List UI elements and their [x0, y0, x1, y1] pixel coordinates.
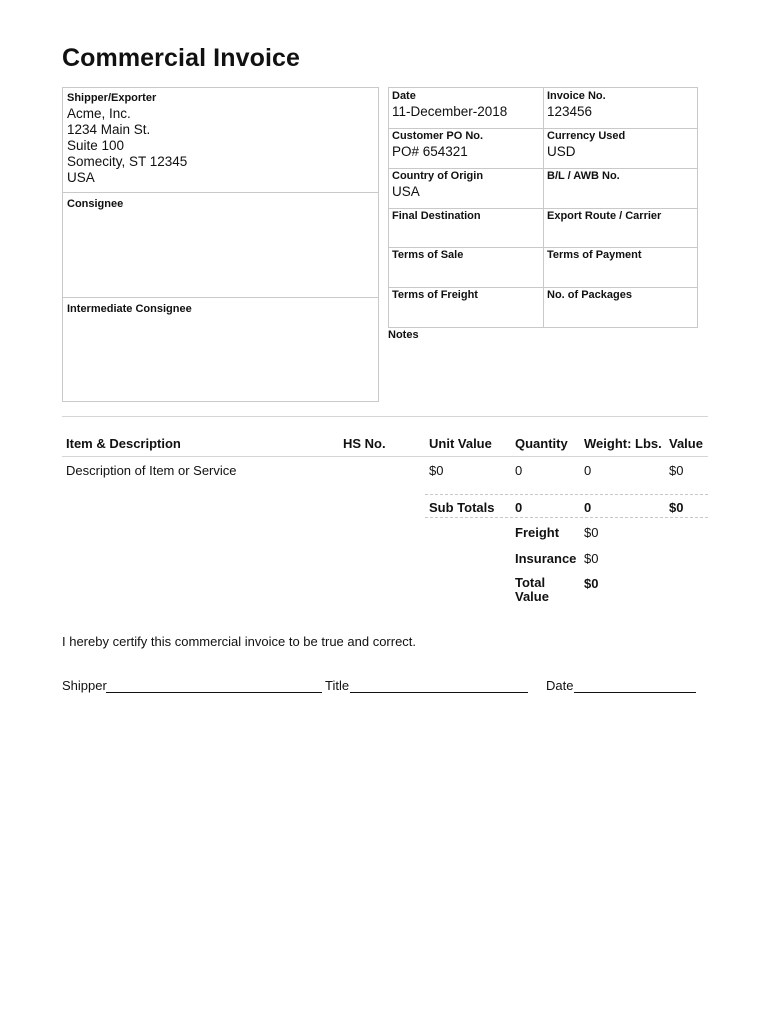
row-quantity: 0	[515, 463, 523, 478]
bl-cell	[544, 168, 698, 184]
consignee-box	[62, 192, 379, 298]
subtotal-divider-top	[425, 494, 708, 495]
header-quantity: Quantity	[515, 436, 568, 451]
header-hs-no: HS No.	[343, 436, 386, 451]
packages-label: No. of Packages	[547, 289, 632, 301]
origin-label: Country of Origin	[392, 170, 484, 182]
signature-shipper-label: Shipper	[62, 678, 107, 693]
header-item-description: Item & Description	[66, 436, 181, 451]
origin-cell	[389, 168, 543, 202]
date-label: Date	[392, 90, 416, 102]
insurance-value: $0	[584, 551, 599, 566]
route-label: Export Route / Carrier	[547, 210, 662, 222]
freight-value: $0	[584, 525, 599, 540]
signature-date-line[interactable]	[574, 692, 696, 693]
total-label-line-1: Total	[515, 575, 546, 590]
freight-label: Freight	[515, 525, 560, 540]
destination-label: Final Destination	[392, 210, 481, 222]
packages-cell	[544, 287, 698, 303]
sale-label: Terms of Sale	[392, 249, 464, 261]
subtotals-label: Sub Totals	[429, 500, 495, 515]
shipper-line: Acme, Inc.	[67, 106, 131, 121]
origin-value: USA	[392, 184, 420, 199]
signature-shipper-line[interactable]	[106, 692, 322, 693]
row-weight: 0	[584, 463, 592, 478]
certification-text: I hereby certify this commercial invoice to be true and correct.	[62, 634, 417, 649]
currency-label: Currency Used	[547, 130, 626, 142]
route-cell	[544, 208, 698, 224]
shipper-label: Shipper/Exporter	[67, 92, 157, 104]
total-value: $0	[584, 576, 599, 591]
page-title: Commercial Invoice	[62, 44, 301, 72]
row-unit-value: $0	[429, 463, 444, 478]
shipper-line: Somecity, ST 12345	[67, 154, 188, 169]
info-grid	[388, 87, 698, 328]
consignee-label: Consignee	[67, 198, 124, 210]
shipper-box	[62, 87, 379, 193]
insurance-label: Insurance	[515, 551, 577, 566]
signature-title-line[interactable]	[350, 692, 528, 693]
total-value-label	[515, 576, 549, 604]
payment-label: Terms of Payment	[547, 249, 642, 261]
invoice-cell	[544, 88, 698, 122]
destination-cell	[389, 208, 543, 224]
date-cell	[389, 88, 543, 122]
total-label-line-2: Value	[515, 589, 549, 604]
intermediate-consignee-box	[62, 297, 379, 402]
sale-cell	[389, 247, 543, 263]
currency-value: USD	[547, 144, 576, 159]
po-cell	[389, 128, 543, 162]
row-value: $0	[669, 463, 684, 478]
invoice-value: 123456	[547, 104, 593, 119]
signature-title-label: Title	[325, 678, 350, 693]
freight-terms-cell	[389, 287, 543, 303]
section-divider	[62, 416, 708, 417]
subtotal-divider-bottom	[425, 517, 708, 518]
row-description: Description of Item or Service	[66, 463, 237, 478]
subtotal-value: $0	[669, 500, 684, 515]
header-unit-value: Unit Value	[429, 436, 492, 451]
header-divider	[62, 456, 708, 457]
po-value: PO# 654321	[392, 144, 468, 159]
header-weight: Weight: Lbs.	[584, 436, 662, 451]
invoice-label: Invoice No.	[547, 90, 606, 102]
payment-cell	[544, 247, 698, 263]
shipper-line: USA	[67, 170, 95, 185]
currency-cell	[544, 128, 698, 162]
po-label: Customer PO No.	[392, 130, 484, 142]
subtotal-quantity: 0	[515, 500, 523, 515]
signature-date-label: Date	[546, 678, 574, 693]
notes-label: Notes	[388, 329, 419, 341]
subtotal-weight: 0	[584, 500, 592, 515]
shipper-line: 1234 Main St.	[67, 122, 151, 137]
shipper-line: Suite 100	[67, 138, 125, 153]
freight-terms-label: Terms of Freight	[392, 289, 478, 301]
header-value: Value	[669, 436, 703, 451]
date-value: 11-December-2018	[392, 104, 508, 119]
bl-label: B/L / AWB No.	[547, 170, 620, 182]
intermediate-consignee-label: Intermediate Consignee	[67, 303, 192, 315]
